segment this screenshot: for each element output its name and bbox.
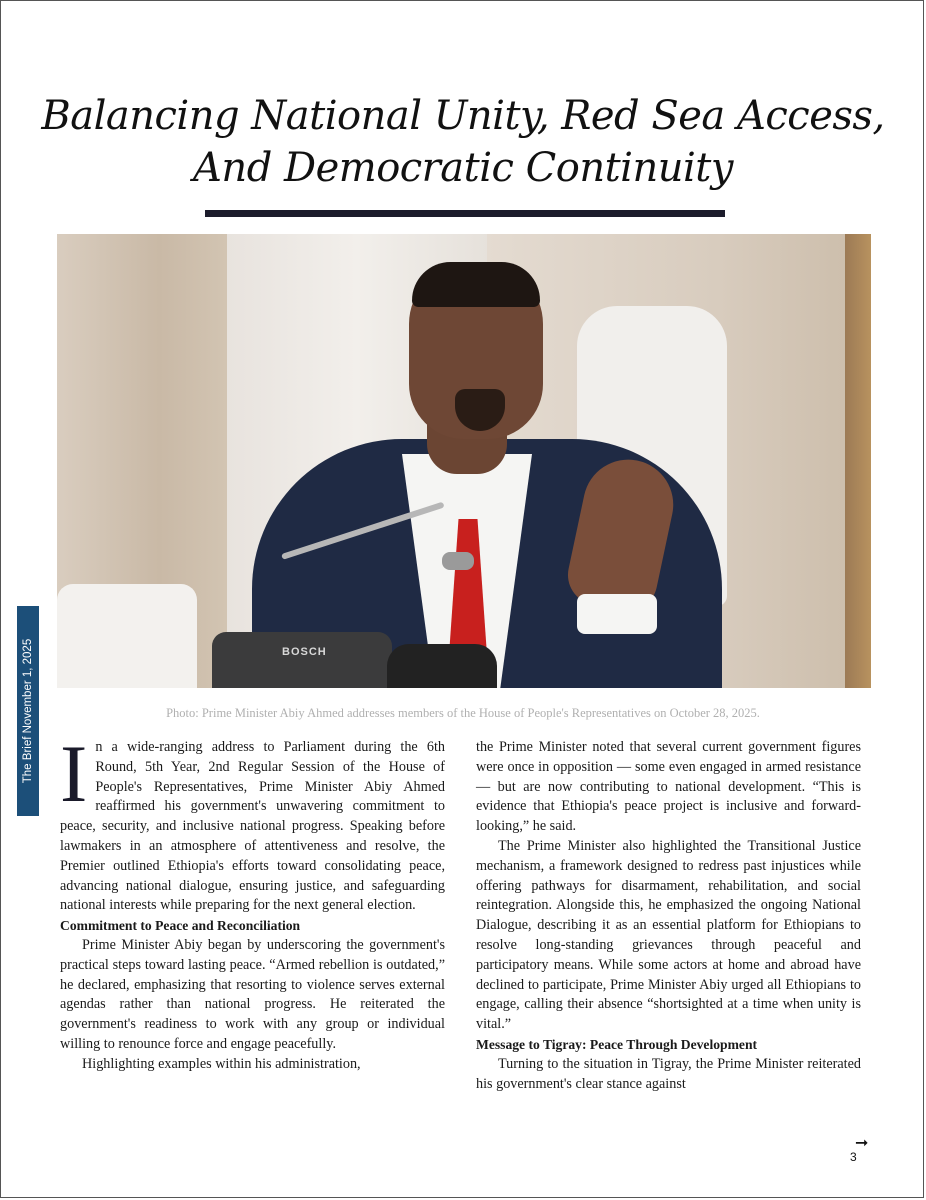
photo-chair-left (57, 584, 197, 688)
side-tab (17, 606, 39, 816)
paragraph-examples: Highlighting examples within his administration, (82, 1055, 361, 1072)
article-title (0, 90, 926, 194)
article-photo (57, 234, 871, 688)
title-line-1: Balancing National Unity, Red Sea Access, (41, 93, 885, 139)
continue-arrow-icon: ➞ (855, 1133, 869, 1152)
title-underline (205, 210, 725, 217)
subhead-peace: Commitment to Peace and Reconciliation (60, 918, 301, 934)
photo-hair (412, 262, 540, 307)
paragraph-justice: The Prime Minister also highlighted the Transitional Justice mechanism, a framework designed to redress past injustices while offering pathways for disarmament, rehabilitation, and social reintegration. Alongside this, he emphasized the ongoing National Dialogue, describing it as an essential platform for Ethiopians to resolve long-standing grievances through peaceful and participatory means. While some actors at home and abroad have declined to participate, Prime Minister Abiy urged all Ethiopians to engage, calling their absence “shortsighted at a time when unity is vital.” (476, 837, 861, 1033)
paragraph-opposition: the Prime Minister noted that several current government figures were once in opposition — some even engaged in armed resistance — but are now contributing to national development. “This is evidence that Ethiopia's peace project is inclusive and forward-looking,” he said. (476, 739, 861, 835)
intro-paragraph (60, 728, 445, 916)
drop-cap: I (60, 728, 88, 819)
title-line-2: And Democratic Continuity (193, 145, 733, 191)
intro-text: n a wide-ranging address to Parliament during the 6th Round, 5th Year, 2nd Regular Session of the House of People's Representatives, Prime Minister Abiy Ahmed reaffirmed his government's unwavering commitment to peace, security, and inclusive national progress. Speaking before lawmakers in an atmosphere of attentiveness and resolve, the Premier outlined Ethiopia's efforts toward consolidating peace, advancing national dialogue, ensuring justice, and safeguarding national interests while preparing for the next general election. (60, 739, 445, 914)
page-number: 3 (850, 1150, 857, 1164)
photo-caption: Photo: Prime Minister Abiy Ahmed addresses members of the House of People's Representatives on October 28, 2025. (166, 706, 760, 720)
photo-microphone-head (442, 552, 474, 570)
photo-cuff (577, 594, 657, 634)
photo-mic-brand: BOSCH (282, 646, 327, 658)
right-column (476, 738, 861, 1094)
subhead-tigray: Message to Tigray: Peace Through Development (476, 1036, 758, 1052)
photo-wood-panel (845, 234, 871, 688)
photo-microphone-base (212, 632, 392, 688)
paragraph-tigray: Turning to the situation in Tigray, the Prime Minister reiterated his government's clear stance against (476, 1055, 861, 1092)
paragraph-peace: Prime Minister Abiy began by underscoring the government's practical steps toward lasting peace. “Armed rebellion is outdated,” he declared, emphasizing that resorting to violence serves external agendas rather than national progress. He reiterated the government's readiness to work with any group or individual willing to renounce force and engage peacefully. (60, 936, 445, 1052)
photo-headset (387, 644, 497, 688)
side-tab-label: The Brief November 1, 2025 (22, 638, 34, 784)
left-column (60, 728, 445, 1075)
